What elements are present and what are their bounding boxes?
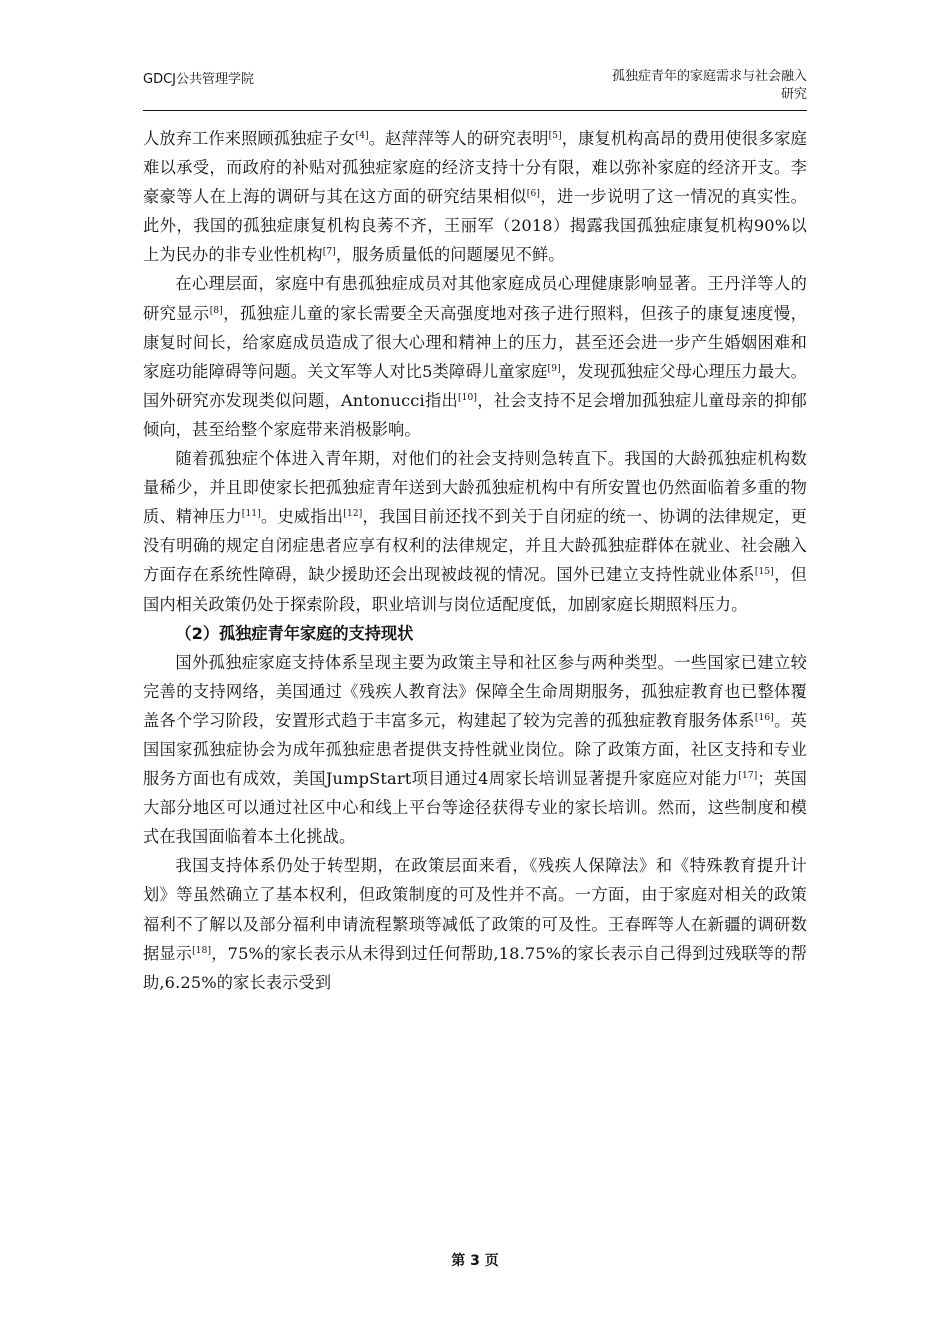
text-run: ，服务质量低的问题屡见不鲜。	[335, 245, 565, 265]
header-rule	[143, 110, 807, 111]
citation-ref[interactable]: [16]	[754, 712, 774, 723]
body-text	[143, 124, 807, 997]
text-run: ，进一步说明了这一情况的真实性。此外，我国的孤独症康复机构良莠不齐，王丽军（2018）揭露我国孤独症康复机构90%以上为民办的非专业性机构	[143, 187, 807, 265]
citation-ref[interactable]: [11]	[241, 509, 261, 520]
paragraph	[143, 648, 807, 852]
paragraph	[143, 269, 807, 444]
text-run: ，我国目前还找不到关于自闭症的统一、协调的法律规定，更没有明确的规定自闭症患者应享有权利的法律规定，并且大龄孤独症群体在就业、社会融入方面存在系统性障碍，缺少援助还会出现被歧视的情况。国外已建立支持性就业体系	[143, 507, 807, 585]
citation-ref[interactable]: [8]	[209, 305, 223, 316]
text-run: 。英国国家孤独症协会为成年孤独症患者提供支持性就业岗位。除了政策方面，社区支持和专业服务方面也有成效，美国JumpStart项目通过4周家长培训显著提升家庭应对能力	[143, 710, 807, 789]
text-run: 随着孤独症个体进入青年期，对他们的社会支持则急转直下。我国的大龄孤独症机构数量稀少，并且即使家长把孤独症青年送到大龄孤独症机构中有所安置也仍然面临着多重的物质、精神压力	[143, 449, 807, 527]
text-run: 在心理层面，家庭中有患孤独症成员对其他家庭成员心理健康影响显著。王丹洋等人的研究显示	[143, 274, 807, 323]
header-institution: GDCJ公共管理学院	[143, 72, 254, 87]
citation-ref[interactable]: [17]	[738, 771, 758, 782]
citation-ref[interactable]: [10]	[457, 392, 478, 403]
header-title-line2: 研究	[780, 87, 807, 102]
page-number: 第 3 页	[451, 1253, 499, 1269]
text-run: ，社会支持不足会增加孤独症儿童母亲的抑郁倾向，甚至给整个家庭带来消极影响。	[143, 390, 807, 439]
citation-ref[interactable]: [5]	[548, 131, 562, 141]
header-title-line1: 孤独症青年的家庭需求与社会融入	[611, 69, 807, 84]
citation-ref[interactable]: [15]	[754, 567, 774, 578]
paragraph	[143, 124, 807, 269]
paragraph	[143, 444, 807, 619]
page-header	[143, 66, 807, 110]
text-run: 我国支持体系仍处于转型期，在政策层面来看，《残疾人保障法》和《特殊教育提升计划》等虽然确立了基本权利，但政策制度的可及性并不高。一方面，由于家庭对相关的政策福利不了解以及部分福利申请流程繁琐等减低了政策的可及性。王春晖等人在新疆的调研数据显示	[143, 856, 807, 963]
citation-ref[interactable]: [4]	[355, 131, 369, 141]
text-run: 。史威指出	[260, 507, 344, 527]
paragraph	[143, 851, 807, 996]
text-run: 人放弃工作来照顾孤独症子女	[143, 129, 356, 148]
text-run: 国外孤独症家庭支持体系呈现主要为政策主导和社区参与两种类型。一些国家已建立较完善的支持网络，美国通过《残疾人教育法》保障全生命周期服务，孤独症教育也已整体覆盖各个学习阶段，安置形式趋于丰富多元，构建起了较为完善的孤独症教育服务体系	[143, 652, 807, 730]
text-run: ，但国内相关政策仍处于探索阶段，职业培训与岗位适配度低，加剧家庭长期照料压力。	[143, 565, 807, 614]
citation-ref[interactable]: [9]	[547, 363, 561, 374]
text-run: ，发现孤独症父母心理压力最大。国外研究亦发现类似问题，Antonucci指出	[143, 361, 807, 410]
citation-ref[interactable]: [6]	[526, 189, 540, 200]
header-title	[612, 68, 807, 104]
section-heading: （2）孤独症青年家庭的支持现状	[175, 623, 414, 643]
citation-ref[interactable]: [7]	[322, 247, 336, 258]
text-run: ，康复机构高昂的费用使很多家庭难以承受，而政府的补贴对孤独症家庭的经济支持十分有限，难以弥补家庭的经济开支。李豪豪等人在上海的调研与其在这方面的研究结果相似	[143, 129, 808, 207]
text-run: 。赵萍萍等人的研究表明	[368, 129, 549, 148]
text-run: ，孤独症儿童的家长需要全天高强度地对孩子进行照料，但孩子的康复速度慢，康复时间长，给家庭成员造成了很大心理和精神上的压力，甚至还会进一步产生婚姻困难和家庭功能障碍等问题。关文军等人对比5类障碍儿童家庭	[143, 303, 807, 381]
citation-ref[interactable]: [18]	[192, 945, 212, 956]
citation-ref[interactable]: [12]	[343, 509, 363, 520]
text-run: ；英国大部分地区可以通过社区中心和线上平台等途径获得专业的家长培训。然而，这些制度和模式在我国面临着本土化挑战。	[143, 769, 807, 847]
text-run: ，75%的家长表示从未得到过任何帮助,18.75%的家长表示自己得到过残联等的帮助,6.25%的家长表示受到	[143, 943, 807, 992]
